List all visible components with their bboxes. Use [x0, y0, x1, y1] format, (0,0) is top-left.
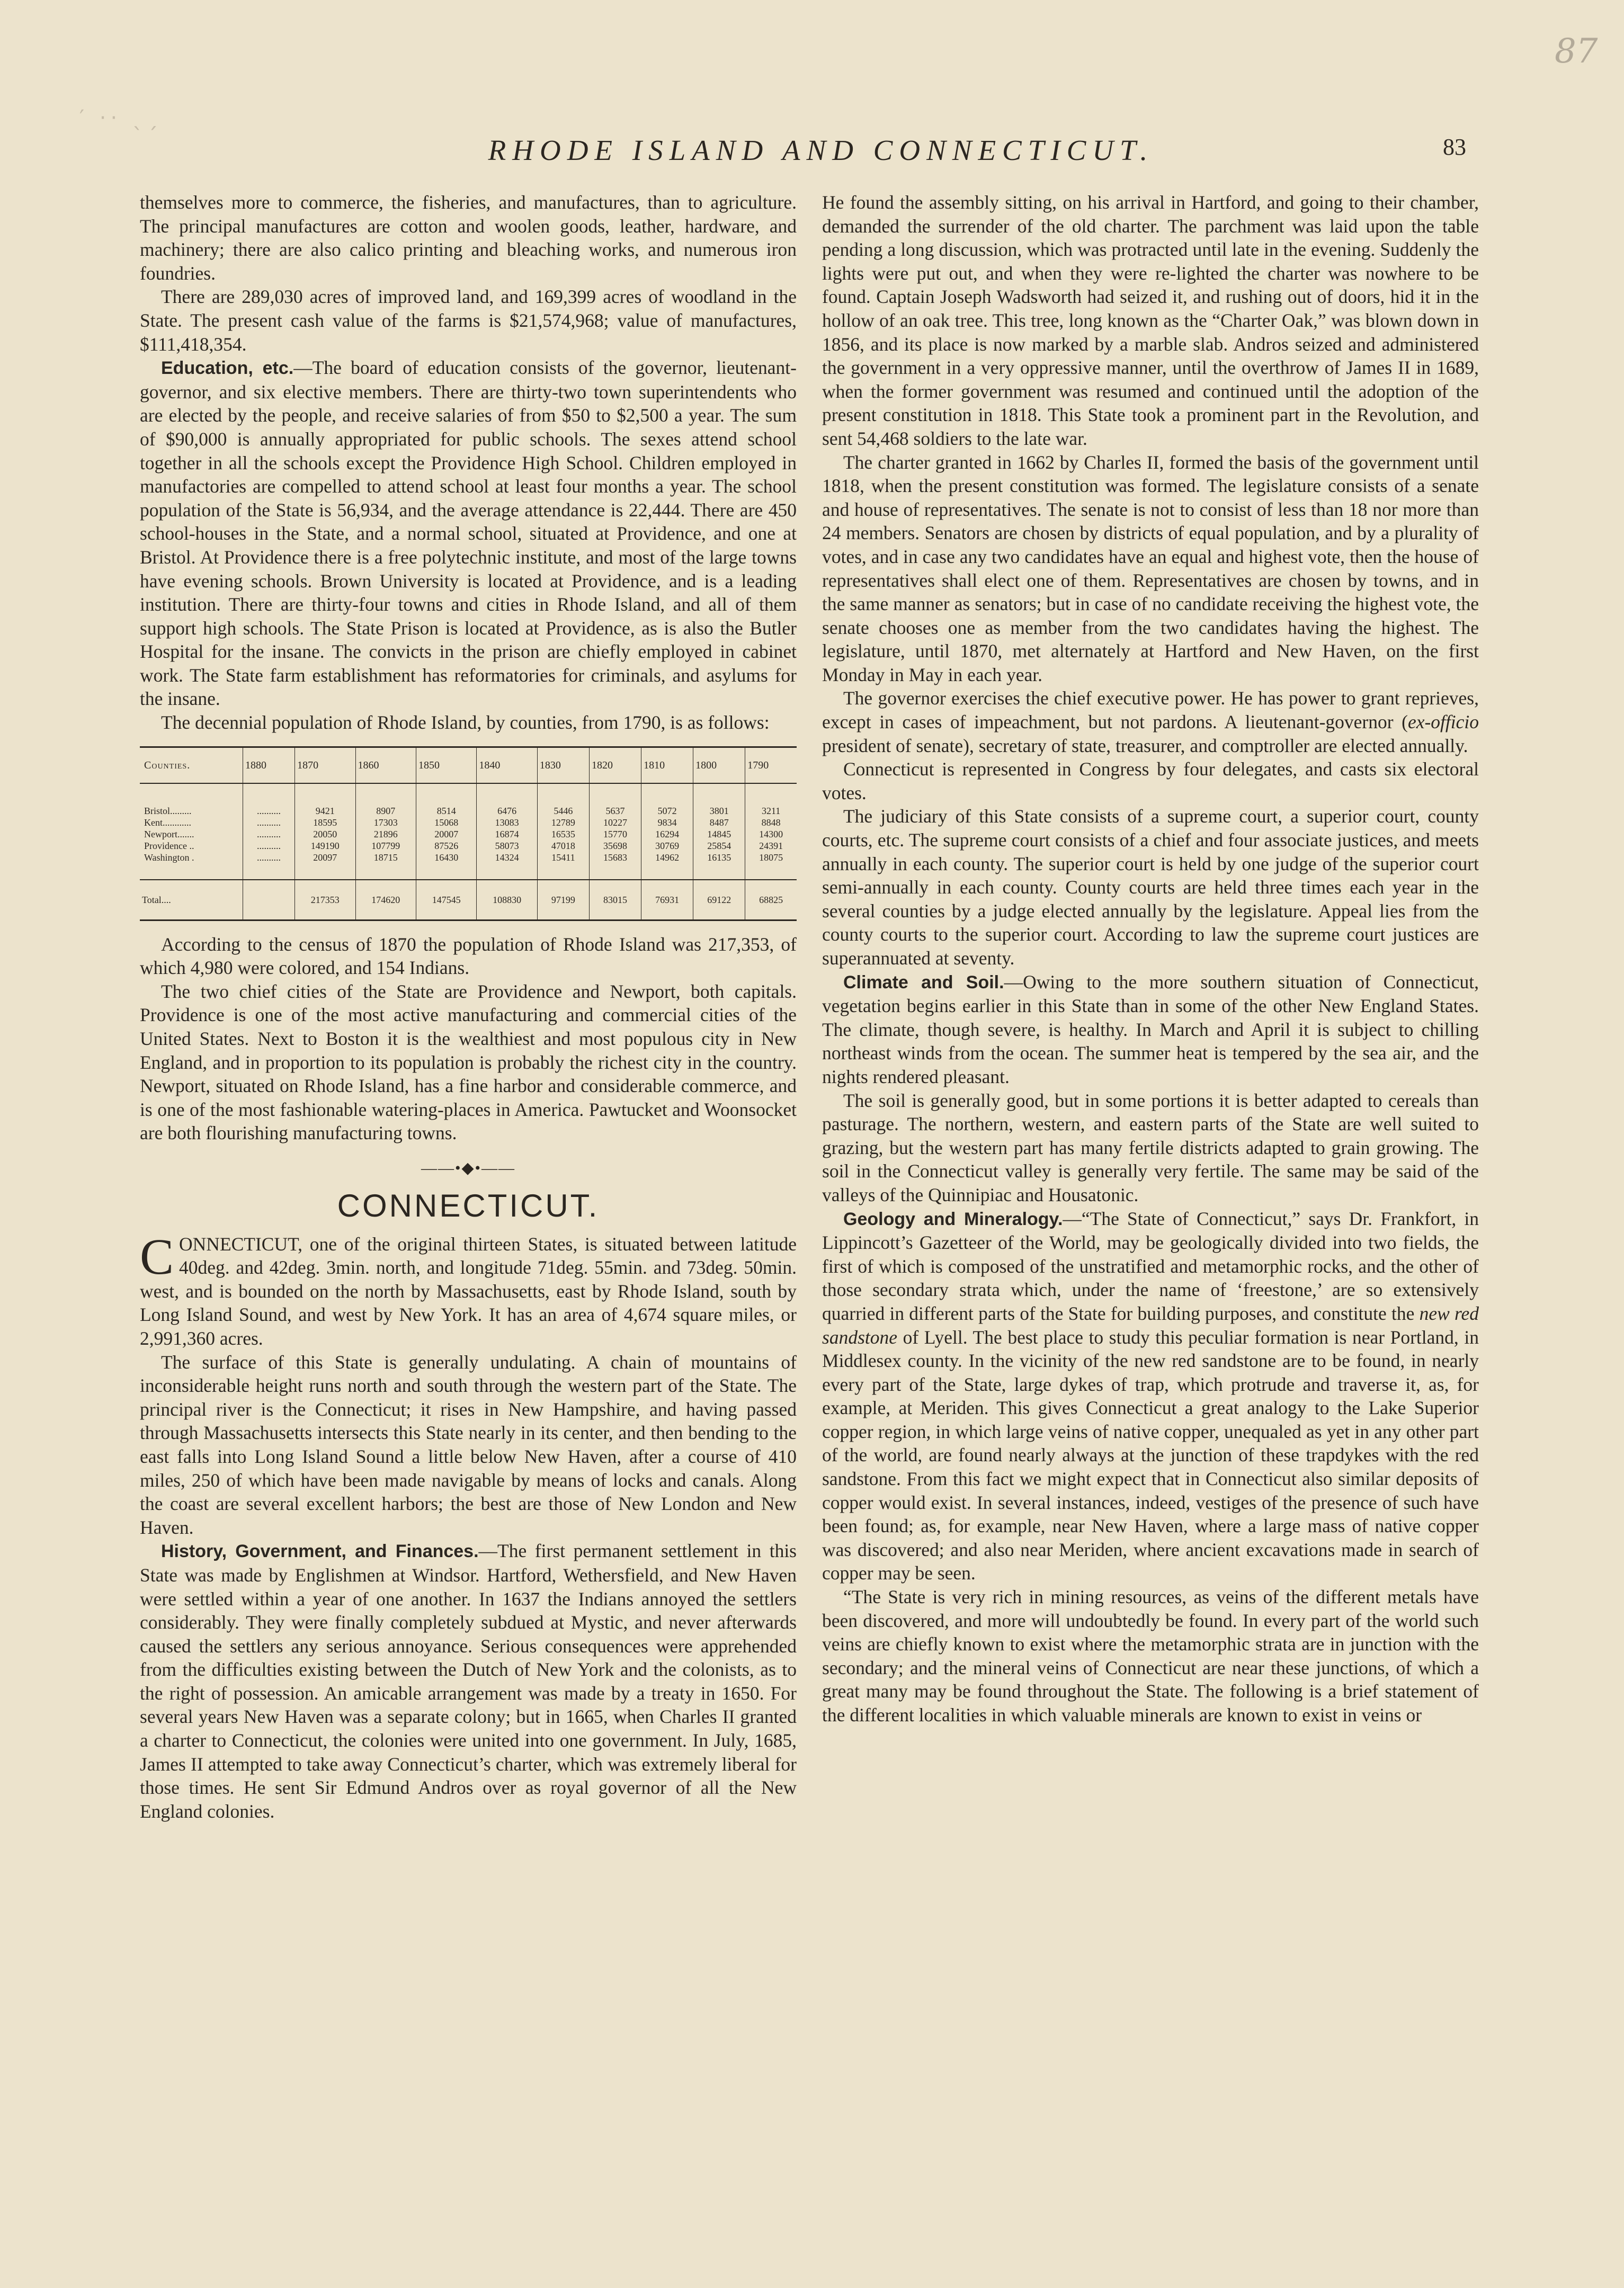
heading-climate: Climate and Soil.	[843, 972, 1004, 993]
table-cell: 107799	[355, 840, 416, 852]
section-title-connecticut: CONNECTICUT.	[337, 1187, 600, 1223]
climate-text: —Owing to the more southern situation of Connecticut, vegetation begins earlier in this State than in some of the other New England States. The climate, though severe, is healthy. In March and April it is subject to chilling northeast winds from the ocean. The summer heat is tempered by the sea air, and the nights rendered pleasant.	[822, 971, 1479, 1087]
table-cell: 5637	[589, 783, 641, 817]
table-cell	[243, 880, 295, 920]
paragraph-charter-oak: He found the assembly sitting, on his arrival in Hartford, and going to their chamber, demanded the surrender of the old charter. The parchment was laid upon the table pending a long discussion, which was protracted until late in the evening. Suddenly the lights were put out, and when they were re-lighted the charter was nowhere to be found. Captain Joseph Wadsworth had seized it, and rushing out of doors, hid it in the hollow of an oak tree. This tree, long known as the “Charter Oak,” was blown down in 1856, and its place is now marked by a marble slab. Andros seized and administered the government in a very oppressive manner, until the overthrow of James II in 1689, when the former government was resumed and continued until the adoption of the present constitution in 1818. This State took a prominent part in the Revolution, and sent 54,468 soldiers to the late war.	[822, 192, 1479, 449]
paragraph-manufactures: themselves more to commerce, the fisheries, and manufactures, than to agriculture. The principal manufactures are cotton and woolen goods, leather, hardware, and machinery; there are also calico printing and bleaching works, and numerous iron foundries.	[140, 192, 797, 284]
right-column	[822, 191, 1479, 1727]
table-cell: 14300	[745, 828, 797, 840]
geology-text-b: of Lyell. The best place to study this peculiar formation is near Portland, in Middlesex county. In the vicinity of the new red sandstone are to be found, in nearly every part of the State, large dykes of trap, which protrude and traverse it, as, for example, at Meriden. This gives Connecticut a great analogy to the Lake Superior copper region, in which large veins of native copper, unequaled as yet in any other part of the world, are found nearly always at the junction of these trapdykes with the red sandstone. From this fact we might expect that in Connecticut also similar deposits of copper would exist. In several instances, indeed, vestiges of the presence of such have been found; as, for example, near New Haven, where a large mass of native copper was discovered; and also near Meriden, where ancient excavations made in search of copper may be seen.	[822, 1326, 1479, 1584]
paragraph-connecticut-intro	[140, 1228, 797, 1351]
heading-history: History, Government, and Finances.	[161, 1541, 479, 1562]
header-cell: 1790	[745, 747, 797, 783]
table-cell: 20097	[295, 852, 355, 880]
table-cell: 76931	[641, 880, 693, 920]
table-cell: 10227	[589, 817, 641, 828]
table-cell: 24391	[745, 840, 797, 852]
section-divider-ornament: ——•◆•——	[421, 1159, 516, 1177]
header-cell: 1840	[477, 747, 537, 783]
paragraph-surface: The surface of this State is generally undulating. A chain of mountains of inconsiderable height runs north and south through the western part of the State. The principal river is the Connecticut; it rises in New Hampshire, and having passed through Massachusetts intersects this State nearly in its center, and then bending to the east falls into Long Island Sound a little below New Haven, after a course of 410 miles, 250 of which have been made navigable by means of locks and canals. Along the coast are several excellent harbors; the best are those of New London and New Haven.	[140, 1351, 797, 1538]
paragraph-census-1870: According to the census of 1870 the population of Rhode Island was 217,353, of which 4,980 were colored, and 154 Indians.	[140, 933, 797, 979]
paragraph-soil: The soil is generally good, but in some portions it is better adapted to cereals than pasturage. The northern, western, and eastern parts of the State are well suited to grazing, but the western part has many fertile districts adapted to grain growing. The soil in the Connecticut valley is generally very fertile. The same may be said of the valleys of the Quinnipiac and Housatonic.	[822, 1089, 1479, 1205]
table-cell: 68825	[745, 880, 797, 920]
paragraph-governor	[822, 686, 1479, 757]
paragraph-legislature: The charter granted in 1662 by Charles II, formed the basis of the government until 1818, when the present constitution was formed. The legislature consists of a senate and house of representatives. The senate is not to consist of less than 18 nor more than 24 members. Senators are chosen by districts of equal population, and by a plurality of votes, and in case any two candidates have an equal and highest vote, then the house of representatives shall elect one of them. Representatives are chosen by towns, and in the same manner as senators; but in case of no candidate receiving the highest vote, the senate chooses one as member from the two candidates having the highest. The legislature, until 1870, met alternately at Hartford and New Haven, on the first Monday in May in each year.	[822, 451, 1479, 685]
geology-italic: new red sandstone	[822, 1302, 1479, 1348]
table-cell: Total....	[140, 880, 243, 920]
table-cell: 9421	[295, 783, 355, 817]
table-row	[140, 783, 797, 817]
pencil-page-mark: 87	[1555, 32, 1598, 71]
governor-text-b: president of senate), secretary of state, treasurer, and comptroller are elected annually.	[822, 735, 1468, 756]
table-cell: Kent............	[144, 817, 191, 828]
stray-marks: ′ ·· ˎˏ	[79, 106, 162, 130]
table-cell: ..........	[243, 840, 295, 852]
geology-text-a: —“The State of Connecticut,” says Dr. Frankfort, in Lippincott’s Gazetteer of the World, may be geologically divided into two fields, the first of which is composed of the unstratified and metamorphic rocks, and the other of those secondary strata which, under the name of ‘freestone,’ are so extensively quarried in different parts of the State for building purposes, and constitute the	[822, 1208, 1479, 1324]
table-cell: Newport.......	[144, 828, 194, 839]
paragraph-chief-cities: The two chief cities of the State are Providence and Newport, both capitals. Providence is one of the most active manufacturing and commercial cities of the United States. Next to Boston it is the wealthiest and most populous city in New England, and in proportion to its population is probably the richest city in the country. Newport, situated on Rhode Island, has a fine harbor and considerable commerce, and is one of the most fashionable watering-places in America. Pawtucket and Woonsocket are both flourishing manufacturing towns.	[140, 980, 797, 1144]
table-cell: 5446	[537, 783, 589, 817]
table-cell: 15068	[416, 817, 476, 828]
table-cell: 16874	[477, 828, 537, 840]
table-cell: 15683	[589, 852, 641, 880]
table-cell: 87526	[416, 840, 476, 852]
left-column	[140, 191, 797, 1823]
table-cell: 69122	[693, 880, 745, 920]
table-cell: 174620	[355, 880, 416, 920]
table-cell: 149190	[295, 840, 355, 852]
table-cell: ..........	[243, 783, 295, 817]
table-cell: 16294	[641, 828, 693, 840]
population-table	[140, 746, 797, 921]
paragraph-education	[140, 356, 797, 711]
table-row	[140, 817, 797, 828]
table-cell: 14962	[641, 852, 693, 880]
table-cell: 8848	[745, 817, 797, 828]
table-cell: 15770	[589, 828, 641, 840]
table-cell: 18595	[295, 817, 355, 828]
heading-education: Education, etc.	[161, 358, 294, 379]
table-cell: 30769	[641, 840, 693, 852]
header-cell: 1810	[641, 747, 693, 783]
governor-italic: ex-officio	[1407, 711, 1479, 733]
table-header-row	[140, 747, 797, 783]
running-head: RHODE ISLAND AND CONNECTICUT.	[488, 134, 1154, 166]
paragraph-judiciary: The judiciary of this State consists of a supreme court, a superior court, county courts, etc. The supreme court consists of a chief and four associate justices, and meets annually in each county. The superior court is held by one judge of the superior court semi-annually in each county. County courts are held three times each year in the several counties by a judge elected annually by the legislature. Appeal lies from the county courts to the superior court. According to law the supreme court justices are superannuated at seventy.	[822, 806, 1479, 969]
table-cell: 47018	[537, 840, 589, 852]
table-row	[140, 852, 797, 880]
table-cell: 14324	[477, 852, 537, 880]
table-cell: 35698	[589, 840, 641, 852]
table-cell: 12789	[537, 817, 589, 828]
table-cell: Providence ..	[144, 840, 194, 851]
heading-geology: Geology and Mineralogy.	[843, 1209, 1063, 1229]
table-cell: 5072	[641, 783, 693, 817]
table-cell: 21896	[355, 828, 416, 840]
table-cell: ..........	[243, 817, 295, 828]
header-cell: 1850	[416, 747, 476, 783]
connecticut-intro-text: ONNECTICUT, one of the original thirteen States, is situated between latitude 40deg. and 42deg. 3min. north, and longitude 71deg. 55min. and 73deg. 50min. west, and is bounded on the north by Massachusetts, east by Rhode Island, south by Long Island Sound, and west by New York. It has an area of 4,674 square miles, or 2,991,360 acres.	[140, 1233, 797, 1349]
header-cell: Counties.	[140, 747, 243, 783]
table-cell: 17303	[355, 817, 416, 828]
table-cell: 16535	[537, 828, 589, 840]
table-cell: ..........	[243, 828, 295, 840]
table-cell: 8907	[355, 783, 416, 817]
table-cell: 25854	[693, 840, 745, 852]
table-cell: 20007	[416, 828, 476, 840]
table-cell: 58073	[477, 840, 537, 852]
table-row	[140, 840, 797, 852]
table-cell: 15411	[537, 852, 589, 880]
education-text: —The board of education consists of the governor, lieutenant-governor, and six elective members. There are thirty-two town superintendents who are elected by the people, and receive salaries of from $50 to $2,500 a year. The sum of $90,000 is annually appropriated for public schools. The sexes attend school together in all the schools except the Providence High School. Children employed in manufactories are compelled to attend school at least four months a year. The school population of the State is 56,934, and the average attendance is 22,444. There are 450 school-houses in the State, and a normal school, situated at Providence, and one at Bristol. At Providence there is a free polytechnic institute, and most of the large towns have evening schools. Brown University is located at Providence, and is a leading institution. There are thirty-four towns and cities in Rhode Island, and all of them support high schools. The State Prison is located at Providence, as is also the Butler Hospital for the insane. The convicts in the prison are chiefly employed in cabinet work. The State farm establishment has reformatories for criminals, and asylums for the insane.	[140, 357, 797, 710]
table-cell: 20050	[295, 828, 355, 840]
table-cell: Washington .	[144, 852, 194, 863]
table-cell: 217353	[295, 880, 355, 920]
table-cell: 18075	[745, 852, 797, 880]
drop-cap: C	[140, 1228, 174, 1285]
table-cell: 3211	[745, 783, 797, 817]
table-cell: 6476	[477, 783, 537, 817]
paragraph-decennial: The decennial population of Rhode Island, by counties, from 1790, is as follows:	[161, 712, 770, 734]
paragraph-geology	[822, 1207, 1479, 1586]
table-cell: 147545	[416, 880, 476, 920]
table-cell: 18715	[355, 852, 416, 880]
table-cell: 3801	[693, 783, 745, 817]
header-cell: 1870	[295, 747, 355, 783]
table-cell: 14845	[693, 828, 745, 840]
table-cell: 8514	[416, 783, 476, 817]
table-cell: 13083	[477, 817, 537, 828]
paragraph-mining: “The State is very rich in mining resources, as veins of the different metals have been discovered, and more will undoubtedly be found. In every part of the world such veins are chiefly known to exist where the metamorphic strata are in junction with the secondary; and the mineral veins of Connecticut are near these junctions, of which a great many may be found throughout the State. The following is a brief statement of the different localities in which valuable minerals are known to exist in veins or	[822, 1586, 1479, 1726]
header-cell: 1860	[355, 747, 416, 783]
table-cell: 8487	[693, 817, 745, 828]
header-cell: 1800	[693, 747, 745, 783]
paragraph-congress: Connecticut is represented in Congress by four delegates, and casts six electoral votes.	[822, 758, 1479, 803]
table-cell: 16135	[693, 852, 745, 880]
governor-text-a: The governor exercises the chief executive power. He has power to grant reprieves, except in cases of impeachment, but not pardons. A lieutenant-governor (	[822, 687, 1479, 733]
table-cell: 9834	[641, 817, 693, 828]
table-cell: 16430	[416, 852, 476, 880]
paragraph-land: There are 289,030 acres of improved land, and 169,399 acres of woodland in the State. The present cash value of the farms is $21,574,968; value of manufactures, $111,418,354.	[140, 286, 797, 355]
header-cell: 1880	[243, 747, 295, 783]
header-cell: 1820	[589, 747, 641, 783]
table-cell: 97199	[537, 880, 589, 920]
page-number: 83	[1443, 134, 1466, 160]
table-cell: ..........	[243, 852, 295, 880]
header-cell: 1830	[537, 747, 589, 783]
table-cell: 83015	[589, 880, 641, 920]
table-cell: 108830	[477, 880, 537, 920]
population-table-wrap	[140, 746, 797, 921]
table-row	[140, 828, 797, 840]
table-total-row	[140, 880, 797, 920]
paragraph-climate	[822, 970, 1479, 1089]
paragraph-history	[140, 1539, 797, 1823]
table-cell: Bristol.........	[144, 805, 192, 816]
history-text: —The first permanent settlement in this State was made by Englishmen at Windsor. Hartford, Wethersfield, and New Haven were settled within a year of one another. In 1637 the Indians annoyed the settlers considerably. They were finally completely subdued at Mystic, and never afterwards caused the settlers any serious annoyance. Serious consequences were apprehended from the difficulties existing between the Dutch of New York and the colonists, as to the right of possession. An amicable arrangement was made by a treaty in 1650. For several years New Haven was a separate colony; but in 1665, when Charles II granted a charter to Connecticut, the colonies were united into one government. In July, 1685, James II attempted to take away Connecticut’s charter, which was extremely liberal for those times. He sent Sir Edmund Andros over as royal governor of all the New England colonies.	[140, 1540, 797, 1822]
